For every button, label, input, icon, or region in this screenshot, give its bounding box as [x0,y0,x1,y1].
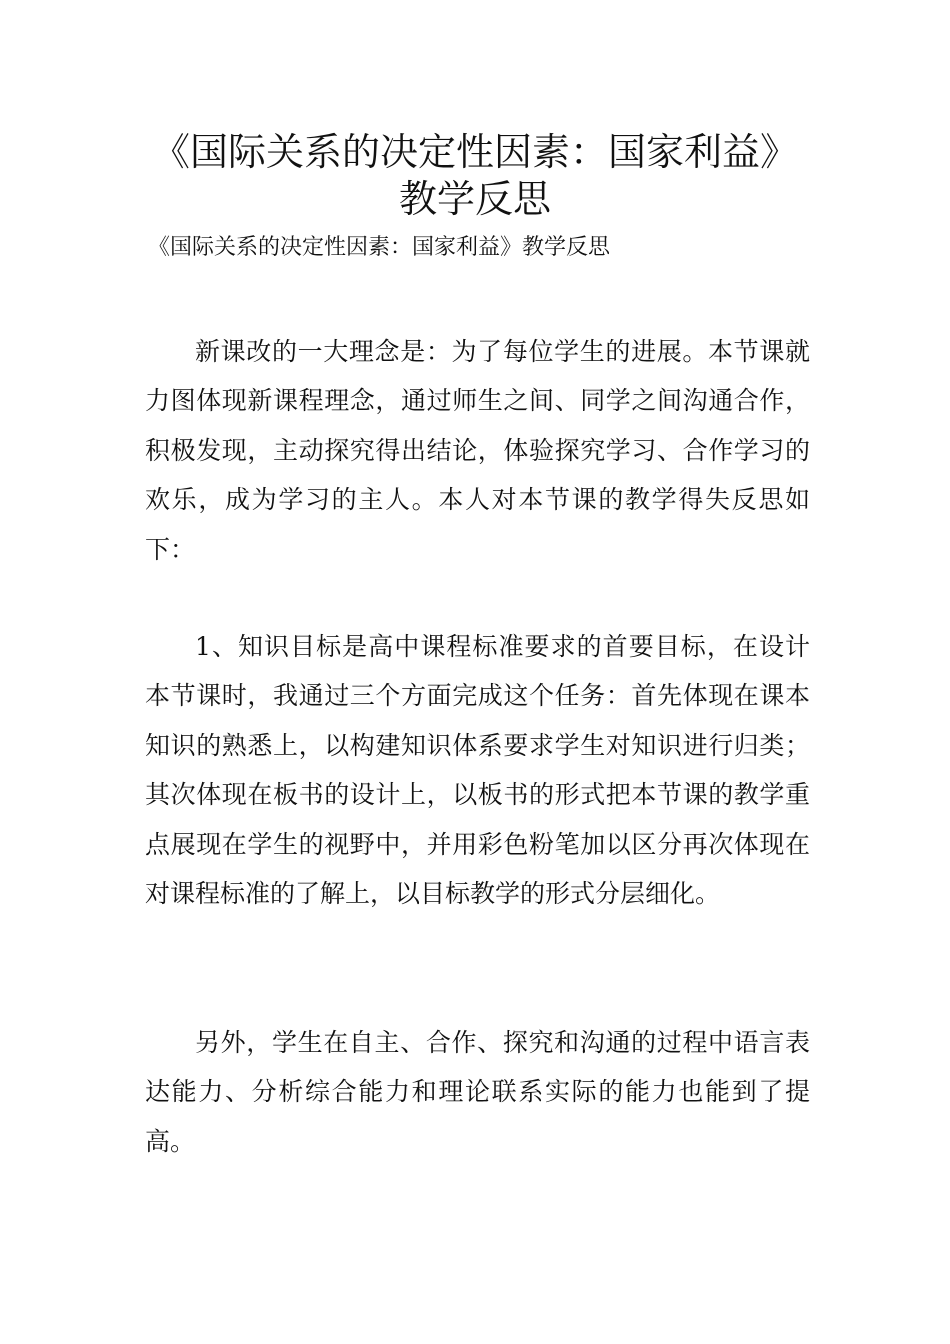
document-subtitle: 《国际关系的决定性因素：国家利益》教学反思 [148,235,611,260]
document-title-line-1: 《国际关系的决定性因素：国家利益》 [151,130,798,174]
paragraph-intro: 新课改的一大理念是：为了每位学生的进展。本节课就力图体现新课程理念，通过师生之间、同学之间沟通合作，积极发现，主动探究得出结论，体验探究学习、合作学习的欢乐，成为学习的主人。本人对本节课的教学得失反思如下： [145,337,810,564]
paragraph-abilities: 另外，学生在自主、合作、探究和沟通的过程中语言表达能力、分析综合能力和理论联系实际的能力也能到了提高。 [145,1028,810,1156]
paragraph-knowledge-goals: 1、知识目标是高中课程标准要求的首要目标，在设计本节课时，我通过三个方面完成这个任务：首先体现在课本知识的熟悉上，以构建知识体系要求学生对知识进行归类；其次体现在板书的设计上，以板书的形式把本节课的教学重点展现在学生的视野中，并用彩色粉笔加以区分再次体现在对课程标准的了解上，以目标教学的形式分层细化。 [145,632,810,909]
document-title-line-2: 教学反思 [398,177,551,221]
